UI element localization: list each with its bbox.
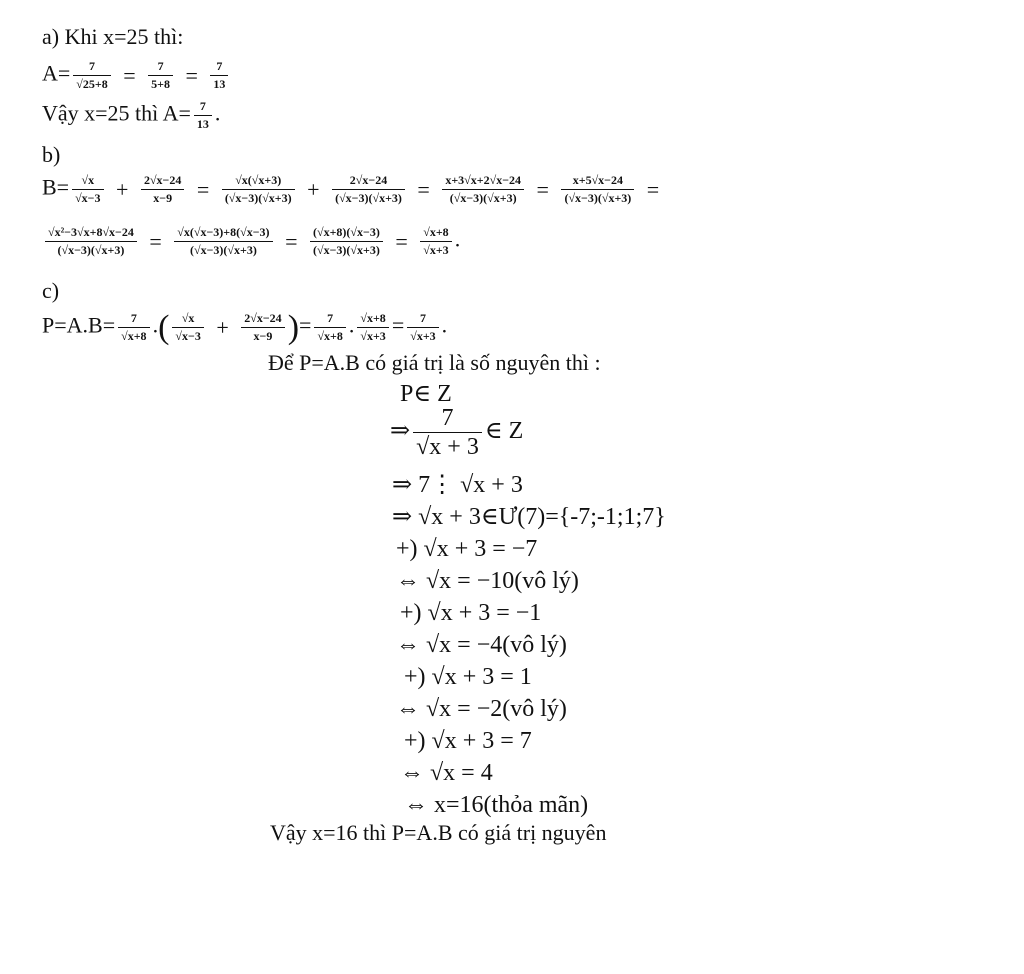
fraction	[118, 310, 149, 345]
part-c-heading: c)	[42, 278, 60, 303]
denominator: (√x−3)(√x+3)	[449, 191, 517, 205]
final-conclusion: Vậy x=16 thì P=A.B có giá trị nguyên	[270, 820, 607, 845]
denominator: √x−3	[75, 191, 101, 205]
denominator: (√x−3)(√x+3)	[57, 243, 125, 257]
denominator: √x+8	[317, 329, 343, 343]
step-6: ⇔ √x = −10(vô lý)	[396, 568, 579, 594]
numerator: √x+8	[420, 224, 451, 242]
numerator: 2√x−24	[241, 310, 284, 328]
numerator: 7	[413, 404, 482, 433]
step-8: ⇔ √x = −4(vô lý)	[396, 632, 567, 658]
fraction	[148, 58, 173, 93]
numerator: √x+8	[357, 310, 388, 328]
numerator: √x	[172, 310, 203, 328]
step-4: ⇒ √x + 3∈Ư(7)={-7;-1;1;7}	[392, 504, 666, 530]
dot: .	[348, 312, 355, 338]
numerator: 7	[118, 310, 149, 328]
equals-sign: =	[185, 62, 198, 88]
denominator: (√x−3)(√x+3)	[564, 191, 632, 205]
equals-sign: =	[417, 176, 430, 202]
denominator: x−9	[253, 329, 273, 343]
period: .	[214, 100, 221, 126]
step-13: ⇔ x=16(thỏa mãn)	[404, 792, 589, 818]
fraction	[407, 310, 438, 345]
fraction	[561, 172, 634, 207]
close-paren: )	[287, 308, 300, 346]
equals-sign: =	[391, 312, 405, 338]
part-a-conclusion	[42, 98, 220, 133]
open-paren: (	[158, 308, 170, 346]
denominator: (√x−3)(√x+3)	[190, 243, 257, 257]
fraction	[357, 310, 388, 345]
numerator: (√x+8)(√x−3)	[310, 224, 383, 242]
dot: .	[152, 312, 159, 338]
numerator: x+5√x−24	[561, 172, 634, 190]
denominator: √x+3	[423, 243, 449, 257]
equals-sign: =	[536, 176, 549, 202]
fraction	[310, 224, 383, 259]
fraction	[332, 172, 405, 207]
period: .	[454, 226, 461, 252]
step-2	[390, 404, 523, 461]
plus-sign: +	[307, 176, 320, 202]
plus-sign: +	[116, 176, 129, 202]
fraction	[241, 310, 284, 345]
step-10: ⇔ √x = −2(vô lý)	[396, 696, 567, 722]
denominator: √x+3	[410, 329, 436, 343]
fraction	[210, 58, 228, 93]
part-b-line-2	[42, 224, 460, 259]
numerator: √x(√x+3)	[222, 172, 295, 190]
denominator: √x + 3	[416, 434, 479, 460]
equals-sign: =	[123, 62, 136, 88]
denominator: √x+3	[360, 329, 386, 343]
fraction	[420, 224, 451, 259]
part-b-line-1	[42, 172, 663, 207]
part-a-heading: a) Khi x=25 thì:	[42, 24, 184, 49]
fraction	[174, 224, 272, 259]
denominator: (√x−3)(√x+3)	[224, 191, 292, 205]
fraction	[413, 404, 482, 461]
step-12: ⇔ √x = 4	[400, 760, 493, 786]
part-c-product	[42, 310, 447, 345]
numerator: 7	[194, 98, 212, 116]
step-1: P∈ Z	[400, 381, 452, 407]
numerator: x+3√x+2√x−24	[442, 172, 524, 190]
numerator: √x	[72, 172, 103, 190]
fraction	[45, 224, 137, 259]
denominator: 13	[213, 77, 226, 91]
numerator: 7	[210, 58, 228, 76]
step-7: +) √x + 3 = −1	[400, 600, 542, 626]
fraction	[442, 172, 524, 207]
part-b-heading: b)	[42, 142, 61, 167]
membership-suffix: ∈ Z	[484, 418, 524, 445]
denominator: 5+8	[151, 77, 170, 91]
numerator: 7	[73, 58, 110, 76]
conclusion-text: Vậy x=25 thì A=	[42, 100, 191, 126]
part-c-condition: Để P=A.B có giá trị là số nguyên thì :	[268, 350, 601, 375]
fraction	[172, 310, 203, 345]
denominator: (√x−3)(√x+3)	[312, 243, 380, 257]
step-3: ⇒ 7⋮ √x + 3	[392, 472, 523, 498]
part-a-equation	[42, 58, 231, 93]
numerator: 2√x−24	[141, 172, 184, 190]
equals-sign: =	[299, 312, 312, 338]
fraction	[141, 172, 184, 207]
fraction	[222, 172, 295, 207]
denominator: (√x−3)(√x+3)	[335, 191, 402, 205]
denominator: 13	[196, 117, 209, 131]
period: .	[441, 312, 448, 338]
equals-sign: =	[149, 228, 162, 254]
denominator: √x+8	[121, 329, 147, 343]
numerator: √x²−3√x+8√x−24	[45, 224, 137, 242]
denominator: √25+8	[76, 77, 108, 91]
equals-sign: =	[196, 176, 210, 202]
numerator: √x(√x−3)+8(√x−3)	[174, 224, 272, 242]
numerator: 7	[148, 58, 173, 76]
a-label: A=	[42, 60, 71, 86]
numerator: 7	[314, 310, 345, 328]
step-9: +) √x + 3 = 1	[404, 664, 532, 690]
equals-sign: =	[285, 228, 298, 254]
equals-sign: =	[646, 176, 660, 202]
numerator: 2√x−24	[332, 172, 405, 190]
fraction	[72, 172, 103, 207]
plus-sign: +	[216, 314, 229, 340]
fraction	[73, 58, 110, 93]
step-11: +) √x + 3 = 7	[404, 728, 532, 754]
fraction	[194, 98, 212, 133]
denominator: x−9	[153, 191, 173, 205]
p-label: P=A.B=	[42, 312, 116, 338]
equals-sign: =	[395, 228, 408, 254]
implies-arrow: ⇒	[390, 418, 411, 445]
b-label: B=	[42, 174, 70, 200]
denominator: √x−3	[175, 329, 201, 343]
fraction	[314, 310, 345, 345]
numerator: 7	[407, 310, 438, 328]
step-5: +) √x + 3 = −7	[396, 536, 538, 562]
